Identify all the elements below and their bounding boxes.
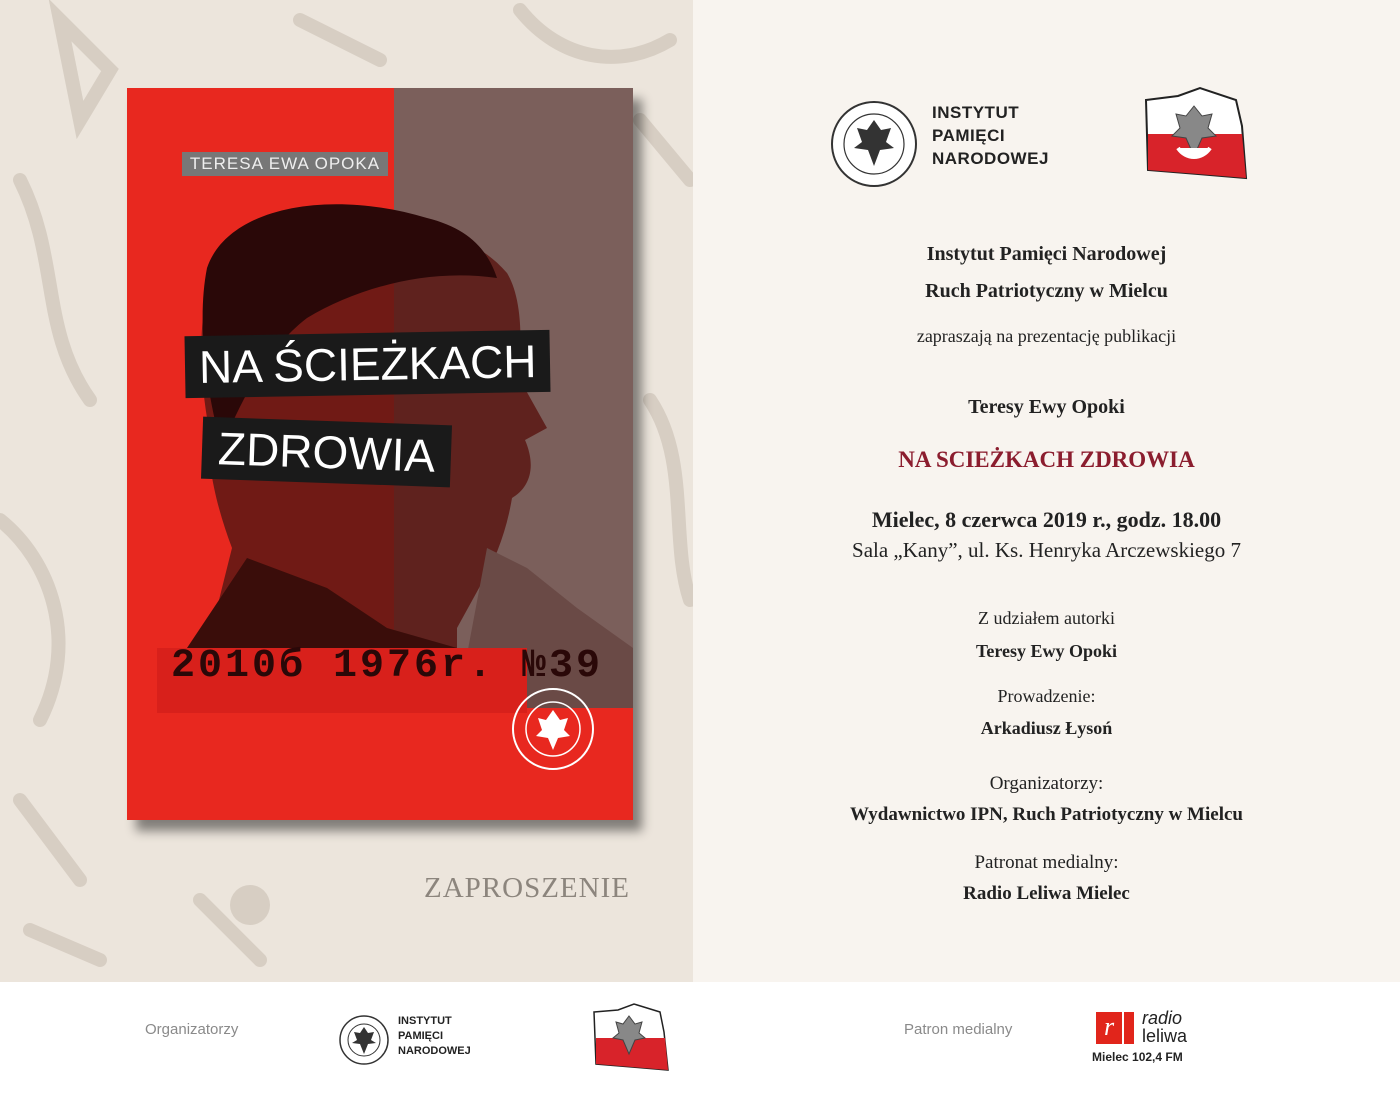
host-value: Arkadiusz Łysoń xyxy=(980,718,1113,738)
radio-logo-bar xyxy=(1124,1012,1134,1044)
organizer-1: Instytut Pamięci Narodowej xyxy=(926,243,1167,265)
footer-ipn-logo-icon xyxy=(337,1014,391,1066)
radio-logo-mark: r xyxy=(1096,1012,1122,1044)
footer-ruch-patriotyczny-logo-icon xyxy=(588,1002,670,1076)
footer-ipn-name: INSTYTUT PAMIĘCI NARODOWEJ xyxy=(398,1015,471,1057)
book-cover xyxy=(127,88,633,820)
radio-leliwa-logo xyxy=(1092,1008,1212,1068)
publication-title: NA SCIEŻKACH ZDROWIA xyxy=(898,447,1195,472)
radio-frequency: Mielec 102,4 FM xyxy=(1092,1050,1183,1064)
radio-name-1: radio xyxy=(1142,1008,1183,1028)
organizer-2: Ruch Patriotyczny w Mielcu xyxy=(925,280,1168,302)
patron-label: Patronat medialny: xyxy=(974,852,1119,873)
with-author-label: Z udziałem autorki xyxy=(978,608,1115,628)
ipn-seal-icon xyxy=(510,686,596,772)
author-name: Teresy Ewy Opoki xyxy=(968,396,1125,418)
footer-organizers-label: Organizatorzy xyxy=(145,1021,239,1038)
with-author-value: Teresy Ewy Opoki xyxy=(975,641,1118,661)
host-label: Prowadzenie: xyxy=(997,686,1096,706)
radio-name-2: leliwa xyxy=(1142,1026,1188,1046)
event-date: Mielec, 8 czerwca 2019 r., godz. 18.00 xyxy=(871,507,1222,532)
cover-title-line2: ZDROWIA xyxy=(201,417,452,488)
cover-placard: 2010б 1976r. №39 xyxy=(171,644,604,689)
cover-panel xyxy=(0,0,693,982)
invitation-label: ZAPROSZENIE xyxy=(424,872,630,904)
ipn-name: INSTYTUT PAMIĘCI NARODOWEJ xyxy=(932,103,1049,168)
event-place: Sala „Kany”, ul. Ks. Henryka Arczewskiego 7 xyxy=(852,538,1241,562)
cover-author: TERESA EWA OPOKA xyxy=(182,152,388,176)
ruch-patriotyczny-logo-icon xyxy=(1138,86,1250,186)
invite-text: zapraszają na prezentację publikacji xyxy=(916,326,1177,346)
footer-patron-label: Patron medialny xyxy=(904,1021,1013,1038)
patron-value: Radio Leliwa Mielec xyxy=(963,883,1130,904)
ipn-logo-icon xyxy=(828,100,920,188)
organizers-label: Organizatorzy: xyxy=(989,773,1104,794)
cover-title-line1: NA ŚCIEŻKACH xyxy=(184,330,550,398)
organizers-value: Wydawnictwo IPN, Ruch Patriotyczny w Mielcu xyxy=(850,804,1243,825)
